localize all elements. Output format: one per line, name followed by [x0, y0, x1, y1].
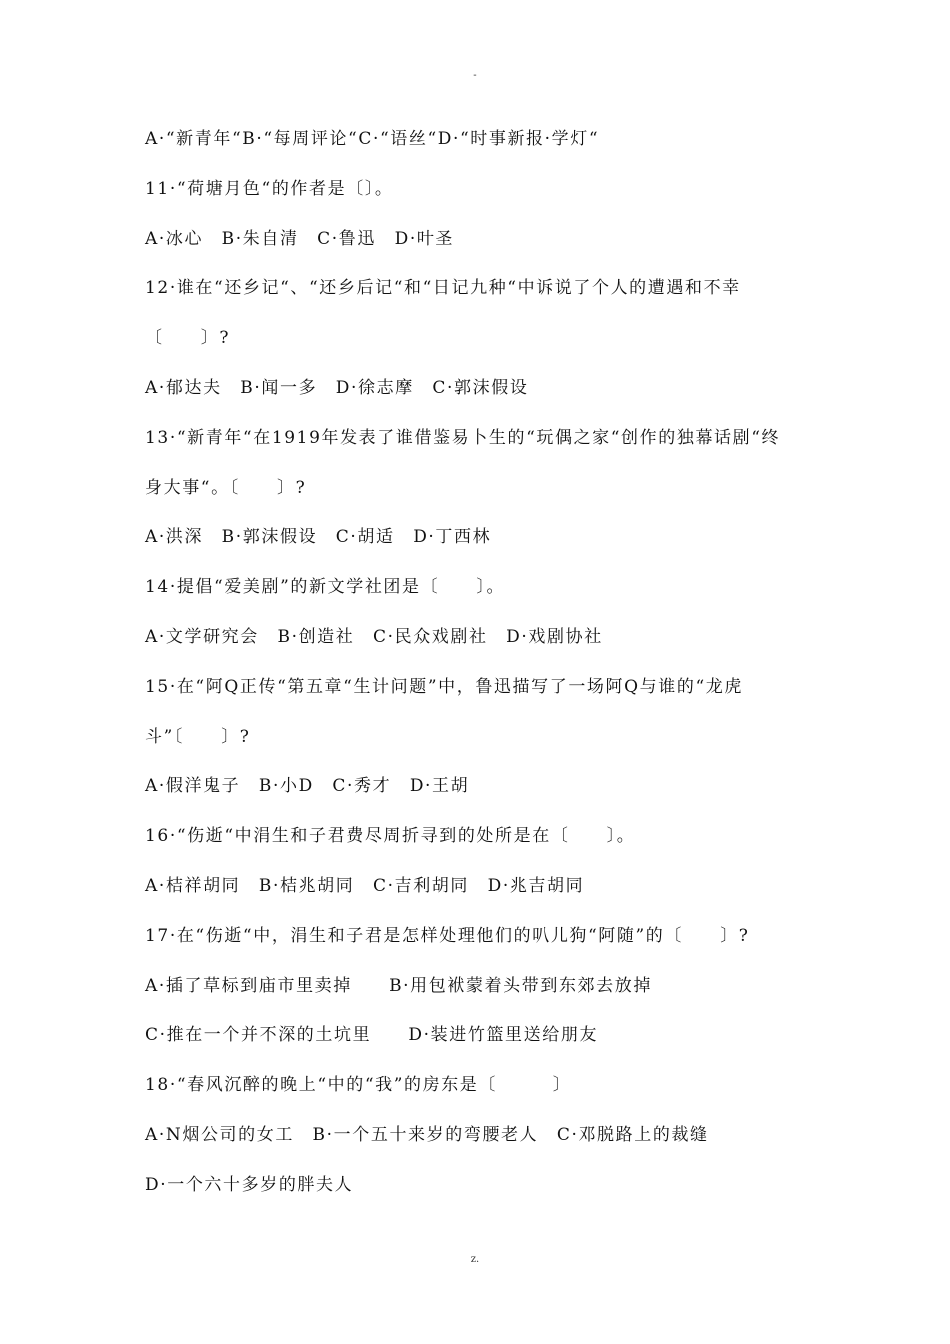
text-line-options-15: A·假洋鬼子 B·小D C·秀才 D·王胡 [145, 776, 470, 796]
text-line-question-14: 14·提倡“爱美剧”的新文学社团是〔 〕。 [145, 577, 506, 597]
text-line-options-10: A·“新青年“B·“每周评论“C·“语丝“D·“时事新报·学灯“ [145, 129, 600, 149]
text-line-question-11: 11·“荷塘月色“的作者是〔〕。 [145, 179, 394, 199]
page-footer-mark: z. [470, 1254, 480, 1265]
text-line-options-17-cd: C·推在一个并不深的土坑里 D·装进竹篮里送给朋友 [145, 1025, 599, 1045]
page-header-mark: - [473, 70, 477, 81]
text-line-options-11: A·冰心 B·朱自清 C·鲁迅 D·叶圣 [145, 229, 455, 249]
text-line-question-15: 15·在“阿Q正传“第五章“生计问题”中，鲁迅描写了一场阿Q与谁的“龙虎 [145, 677, 743, 697]
text-line-question-12: 12·谁在“还乡记“、“还乡后记“和“日记九种“中诉说了个人的遭遇和不幸 [145, 278, 741, 298]
text-line-question-17: 17·在“伤逝“中，涓生和子君是怎样处理他们的叭儿狗“阿随”的〔 〕? [145, 926, 750, 946]
text-line-options-14: A·文学研究会 B·创造社 C·民众戏剧社 D·戏剧协社 [145, 627, 603, 647]
text-line-options-13: A·洪深 B·郭沫假设 C·胡适 D·丁西林 [145, 527, 492, 547]
text-line-options-17-ab: A·插了草标到庙市里卖掉 B·用包袱蒙着头带到东郊去放掉 [145, 976, 652, 996]
text-line-options-18-d: D·一个六十多岁的胖夫人 [145, 1175, 354, 1195]
text-line-question-16: 16·“伤逝“中涓生和子君费尽周折寻到的处所是在〔 〕。 [145, 826, 636, 846]
text-line-question-13-cont: 身大事“。〔 〕? [145, 478, 307, 498]
text-line-options-16: A·桔祥胡同 B·桔兆胡同 C·吉利胡同 D·兆吉胡同 [145, 876, 585, 896]
text-line-question-15-cont: 斗”〔 〕? [145, 727, 251, 747]
text-line-question-13: 13·“新青年“在1919年发表了谁借鉴易卜生的“玩偶之家“创作的独幕话剧“终 [145, 428, 781, 448]
text-line-question-18: 18·“春风沉醉的晚上“中的“我”的房东是〔 〕 [145, 1075, 572, 1095]
text-line-options-12: A·郁达夫 B·闻一多 D·徐志摩 C·郭沫假设 [145, 378, 529, 398]
text-line-options-18-abc: A·N烟公司的女工 B·一个五十来岁的弯腰老人 C·邓脱路上的裁缝 [145, 1125, 709, 1145]
text-line-question-12-cont: 〔 〕? [145, 328, 231, 348]
